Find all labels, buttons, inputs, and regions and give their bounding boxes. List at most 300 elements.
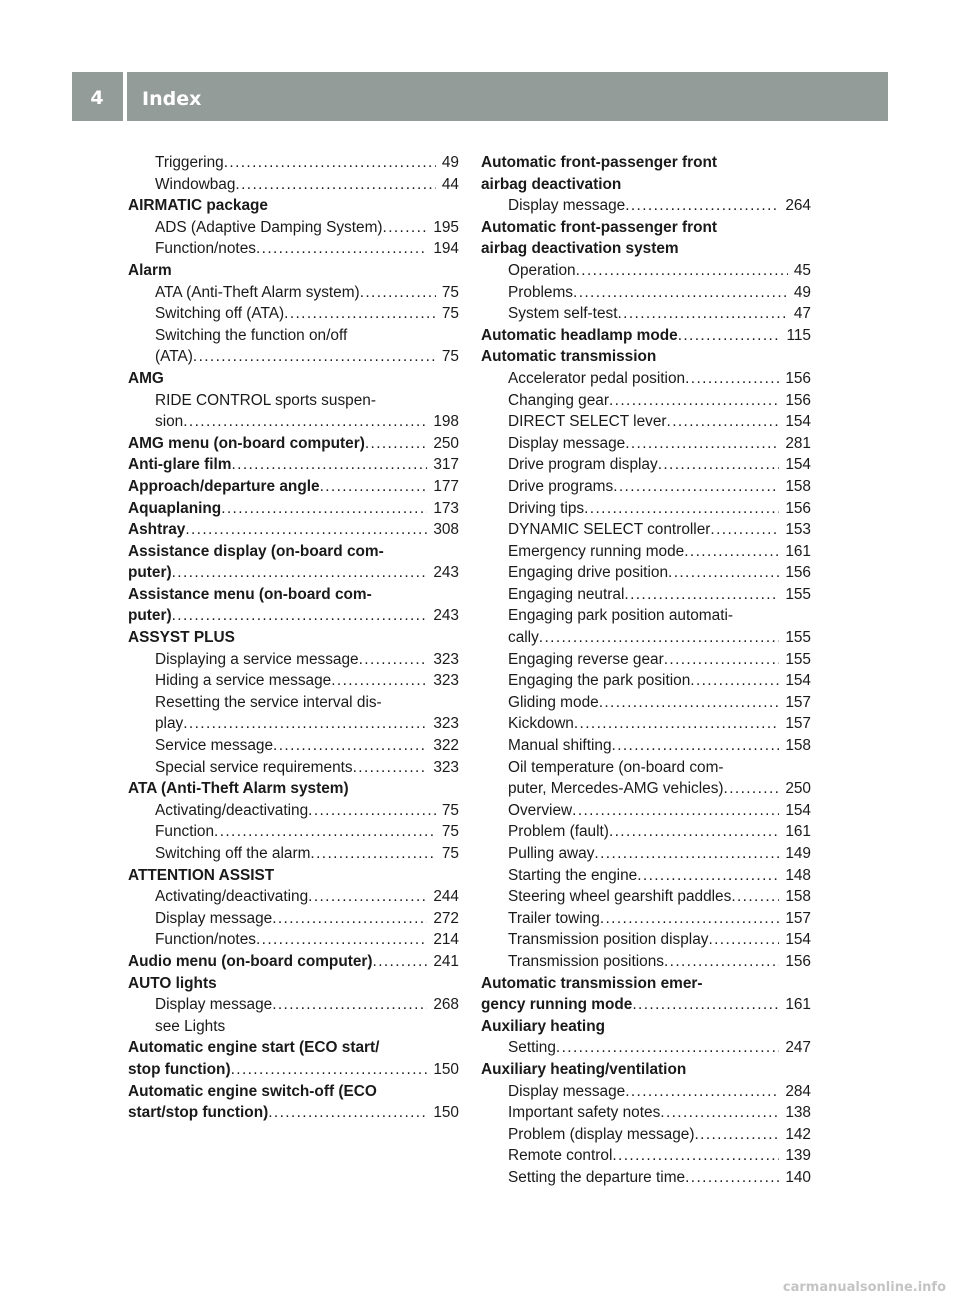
index-entry	[481, 951, 811, 973]
index-entry	[128, 541, 459, 563]
index-entry-text: Oil temperature (on-board com-	[508, 758, 724, 776]
dot-leader	[660, 1102, 779, 1124]
dot-leader	[373, 951, 428, 973]
dot-leader	[612, 1145, 779, 1167]
index-entry	[128, 713, 459, 735]
index-entry-text: Automatic front-passenger front	[481, 154, 717, 171]
index-entry-text: RIDE CONTROL sports suspen-	[155, 391, 376, 409]
index-entry	[481, 886, 811, 908]
dot-leader	[600, 908, 780, 930]
index-entry	[481, 735, 811, 757]
index-entry	[128, 454, 459, 476]
index-entry	[128, 994, 459, 1016]
dot-leader	[273, 735, 427, 757]
dot-leader	[224, 152, 436, 174]
index-entry	[128, 325, 459, 347]
dot-leader	[594, 843, 779, 865]
dot-leader	[685, 1167, 779, 1189]
index-entry	[128, 411, 459, 433]
index-entry-page: 47	[793, 305, 811, 323]
index-entry	[128, 1059, 459, 1081]
dot-leader	[613, 476, 779, 498]
dot-leader	[214, 821, 436, 843]
dot-leader	[231, 1059, 428, 1081]
index-entry-text: Accelerator pedal position	[508, 369, 686, 387]
index-entry	[481, 800, 811, 822]
index-entry-text: Service message	[155, 737, 274, 755]
dot-leader	[539, 627, 780, 649]
index-entry	[481, 325, 811, 347]
dot-leader	[658, 454, 780, 476]
index-entry	[481, 368, 811, 390]
index-entry-page: 241	[433, 952, 459, 970]
index-entry	[481, 605, 811, 627]
dot-leader	[632, 994, 779, 1016]
index-entry	[128, 303, 459, 325]
index-entry-page: 198	[433, 413, 459, 431]
index-entry-text: Automatic engine switch-off (ECO	[128, 1082, 377, 1100]
dot-leader	[235, 174, 435, 196]
index-entry	[128, 605, 459, 627]
index-entry-text: Problems	[508, 283, 574, 301]
index-entry	[128, 778, 459, 800]
index-entry-text: Switching off the alarm	[155, 845, 311, 862]
index-entry-text: AMG menu (on-board computer)	[128, 434, 365, 452]
index-entry-page: 161	[785, 996, 811, 1014]
index-entry-page: 155	[785, 629, 811, 647]
index-entry-text: ADS (Adaptive Damping System)	[155, 218, 383, 236]
index-entry-text: Switching the function on/off	[155, 326, 348, 344]
page-title: Index	[142, 88, 202, 110]
index-entry-page: 149	[785, 845, 811, 862]
dot-leader	[183, 713, 427, 735]
dot-leader	[308, 800, 436, 822]
index-entry	[481, 303, 811, 325]
index-entry-text: Audio menu (on-board computer)	[128, 952, 373, 970]
index-entry-text: Manual shifting	[508, 737, 612, 755]
index-entry	[128, 498, 459, 520]
index-entry-text: Engaging the park position	[508, 672, 691, 690]
index-entry-text: Engaging park position automati-	[508, 607, 734, 625]
index-entry-text: AUTO lights	[128, 974, 217, 992]
index-entry-page: 75	[441, 801, 459, 819]
index-entry-page: 155	[785, 650, 811, 668]
index-entry-page: 148	[785, 866, 811, 884]
index-entry	[481, 1059, 811, 1081]
index-entry-page: 154	[785, 456, 811, 474]
index-entry-text: Setting	[508, 1039, 556, 1057]
index-entry-text: Switching off (ATA)	[155, 305, 285, 323]
index-entry-text: Automatic engine start (ECO start/	[128, 1039, 380, 1057]
index-entry-text: Automatic transmission emer-	[481, 974, 703, 992]
index-entry	[128, 584, 459, 606]
dot-leader	[573, 282, 788, 304]
dot-leader	[231, 454, 427, 476]
index-entry-text: Problem (display message)	[508, 1125, 695, 1143]
index-entry-text: Auxiliary heating/ventilation	[481, 1060, 687, 1078]
index-entry-text: Anti-glare film	[128, 456, 232, 474]
index-entry-page: 281	[785, 434, 811, 452]
dot-leader	[609, 821, 779, 843]
index-entry-text: airbag deactivation	[481, 175, 622, 193]
index-entry-text: Emergency running mode	[508, 542, 685, 560]
index-entry-text: Assistance display (on-board com-	[128, 542, 384, 560]
index-entry	[481, 778, 811, 800]
dot-leader	[584, 498, 779, 520]
dot-leader	[183, 411, 427, 433]
dot-leader	[637, 865, 779, 887]
index-entry-text: puter)	[128, 607, 172, 625]
index-entry-text: Ashtray	[128, 521, 186, 539]
index-entry-text: Driving tips	[508, 499, 585, 517]
index-entry-page: 157	[785, 715, 811, 733]
dot-leader	[268, 1102, 427, 1124]
page-number: 4	[90, 87, 104, 109]
watermark: carmanualsonline.info	[782, 1280, 946, 1295]
index-entry	[481, 929, 811, 951]
index-entry	[128, 951, 459, 973]
index-entry-text: cally	[508, 629, 539, 647]
dot-leader	[353, 757, 428, 779]
index-entry-text: Activating/deactivating	[155, 801, 309, 819]
index-entry	[128, 282, 459, 304]
index-entry	[481, 649, 811, 671]
index-entry-page: 323	[433, 758, 459, 776]
index-entry-page: 154	[785, 801, 811, 819]
index-entry-text: Display message	[508, 434, 626, 452]
index-entry-page: 75	[441, 348, 459, 366]
index-entry-text: Remote control	[508, 1147, 613, 1165]
dot-leader	[365, 433, 427, 455]
index-entry-text: Starting the engine	[508, 866, 638, 884]
index-entry-text: Automatic headlamp mode	[481, 326, 678, 344]
dot-leader	[193, 346, 436, 368]
index-entry	[128, 1081, 459, 1103]
index-entry-text: puter)	[128, 564, 172, 582]
index-entry-page: 75	[441, 283, 459, 301]
index-entry-page: 194	[433, 240, 459, 258]
index-entry-page: 115	[786, 326, 811, 344]
dot-leader	[724, 778, 780, 800]
index-entry	[128, 670, 459, 692]
index-entry	[128, 152, 459, 174]
index-entry-page: 158	[785, 477, 811, 495]
index-entry	[128, 735, 459, 757]
dot-leader	[574, 713, 779, 735]
index-entry-text: play	[155, 715, 184, 733]
index-entry-text: Display message	[508, 1082, 626, 1100]
index-entry-text: Drive programs	[508, 477, 614, 495]
index-entry	[128, 174, 459, 196]
dot-leader	[694, 1124, 779, 1146]
index-entry-page: 154	[785, 931, 811, 949]
index-entry-page: 272	[433, 909, 459, 927]
dot-leader	[576, 260, 788, 282]
dot-leader	[664, 649, 780, 671]
dot-leader	[599, 692, 780, 714]
index-entry-text: Display message	[508, 197, 626, 215]
index-entry	[481, 519, 811, 541]
index-entry	[481, 454, 811, 476]
index-entry-text: start/stop function)	[128, 1104, 269, 1122]
index-entry	[128, 886, 459, 908]
index-entry-text: Displaying a service message	[155, 650, 359, 668]
index-entry-page: 158	[785, 888, 811, 906]
index-entry	[481, 238, 811, 260]
dot-leader	[625, 433, 779, 455]
index-entry	[128, 1016, 459, 1038]
index-entry	[481, 195, 811, 217]
index-entry-text: System self-test	[508, 305, 618, 323]
index-entry-page: 156	[785, 499, 811, 517]
dot-leader	[331, 670, 427, 692]
index-entry-text: Kickdown	[508, 715, 574, 733]
index-entry-page: 138	[785, 1104, 811, 1122]
dot-leader	[609, 390, 779, 412]
index-entry-page: 317	[433, 456, 459, 474]
index-entry	[481, 713, 811, 735]
index-entry	[481, 584, 811, 606]
index-entry-page: 139	[785, 1147, 811, 1165]
index-entry-text: Drive program display	[508, 456, 658, 474]
index-entry-page: 155	[785, 585, 811, 603]
index-entry-page: 284	[785, 1082, 811, 1100]
index-entry-page: 161	[785, 823, 811, 841]
index-entry-page: 173	[433, 499, 459, 517]
dot-leader	[710, 519, 779, 541]
dot-leader	[678, 325, 781, 347]
dot-leader	[383, 217, 428, 239]
index-entry	[481, 1167, 811, 1189]
index-entry	[481, 541, 811, 563]
index-entry-page: 250	[785, 780, 811, 798]
index-entry-text: Special service requirements	[155, 758, 353, 776]
index-entry	[481, 1081, 811, 1103]
dot-leader	[185, 519, 427, 541]
dot-leader	[359, 649, 428, 671]
index-entry-text: Function	[155, 823, 215, 841]
index-entry	[481, 821, 811, 843]
index-entry	[128, 433, 459, 455]
index-entry-text: DIRECT SELECT lever	[508, 413, 667, 431]
index-entry	[128, 260, 459, 282]
header-separator	[123, 72, 127, 121]
dot-leader	[685, 368, 779, 390]
index-entry	[128, 519, 459, 541]
index-entry-text: (ATA)	[155, 348, 193, 366]
index-entry	[481, 282, 811, 304]
index-entry-page: 323	[433, 672, 459, 690]
index-entry-text: stop function)	[128, 1060, 231, 1078]
index-entry-page: 157	[785, 693, 811, 711]
index-entry-page: 323	[433, 650, 459, 668]
index-entry-text: Aquaplaning	[128, 499, 222, 517]
index-entry	[128, 973, 459, 995]
dot-leader	[310, 843, 435, 865]
index-entry	[481, 346, 811, 368]
index-entry-page: 156	[785, 952, 811, 970]
index-entry-page: 45	[793, 261, 811, 279]
index-entry-page: 156	[785, 564, 811, 582]
index-entry-page: 161	[785, 542, 811, 560]
index-entry-page: 154	[785, 672, 811, 690]
dot-leader	[256, 238, 427, 260]
index-entry-page: 308	[433, 521, 459, 539]
index-entry	[481, 1145, 811, 1167]
index-entry-text: ATTENTION ASSIST	[128, 866, 275, 884]
index-entry-text: Auxiliary heating	[481, 1017, 606, 1035]
index-entry	[481, 757, 811, 779]
index-entry	[481, 865, 811, 887]
index-entry-text: Changing gear	[508, 391, 609, 409]
index-entry-page: 75	[441, 305, 459, 323]
index-entry-text: Assistance menu (on-board com-	[128, 585, 372, 603]
index-entry-text: ASSYST PLUS	[128, 629, 235, 647]
index-entry-page: 244	[433, 888, 459, 906]
index-entry-text: Automatic transmission	[481, 348, 657, 366]
index-entry-text: Gliding mode	[508, 693, 599, 711]
index-entry-text: Approach/departure angle	[128, 477, 320, 495]
index-entry	[128, 649, 459, 671]
index-entry-text: Function/notes	[155, 240, 256, 258]
index-entry	[128, 1037, 459, 1059]
index-entry	[128, 390, 459, 412]
index-entry	[481, 994, 811, 1016]
dot-leader	[625, 1081, 779, 1103]
index-entry	[128, 562, 459, 584]
index-entry-page: 264	[785, 197, 811, 215]
index-entry	[128, 800, 459, 822]
index-entry-text: Problem (fault)	[508, 823, 609, 841]
index-entry-text: Setting the departure time	[508, 1168, 686, 1186]
index-entry-page: 322	[433, 737, 459, 755]
index-entry	[128, 865, 459, 887]
index-entry	[481, 843, 811, 865]
index-entry-text: airbag deactivation system	[481, 240, 679, 258]
dot-leader	[731, 886, 779, 908]
index-entry	[481, 411, 811, 433]
index-entry-page: 140	[785, 1168, 811, 1186]
index-entry-page: 153	[785, 521, 811, 539]
index-entry-text: AIRMATIC package	[128, 197, 268, 215]
index-entry-text: ATA (Anti-Theft Alarm system)	[128, 780, 349, 798]
index-entry	[481, 908, 811, 930]
index-entry	[128, 929, 459, 951]
dot-leader	[308, 886, 427, 908]
index-entry-text: Engaging neutral	[508, 585, 625, 603]
index-entry-page: 247	[785, 1039, 811, 1057]
index-entry-text: Display message	[155, 996, 273, 1014]
index-entry	[128, 757, 459, 779]
index-entry	[128, 346, 459, 368]
dot-leader	[690, 670, 779, 692]
dot-leader	[617, 303, 787, 325]
index-entry-text: Triggering	[155, 154, 224, 171]
dot-leader	[624, 584, 779, 606]
index-entry-text: Pulling away	[508, 845, 595, 862]
index-entry	[128, 627, 459, 649]
index-entry	[128, 476, 459, 498]
index-entry-page: 75	[441, 823, 459, 841]
index-entry	[128, 821, 459, 843]
index-entry	[481, 174, 811, 196]
index-entry-text: Steering wheel gearshift paddles	[508, 888, 732, 906]
index-entry-text: Automatic front-passenger front	[481, 218, 717, 236]
index-entry	[481, 1102, 811, 1124]
index-entry-page: 250	[433, 434, 459, 452]
dot-leader	[360, 282, 436, 304]
index-entry-page: 323	[433, 715, 459, 733]
index-entry-page: 49	[441, 154, 459, 171]
index-entry-page: 44	[441, 175, 459, 193]
index-entry-page: 150	[433, 1060, 459, 1078]
index-entry-page: 142	[785, 1125, 811, 1143]
index-entry-text: puter, Mercedes-AMG vehicles)	[508, 780, 724, 798]
index-entry	[481, 476, 811, 498]
index-entry-page: 243	[433, 564, 459, 582]
index-entry-page: 195	[433, 218, 459, 236]
index-entry-page: 49	[793, 283, 811, 301]
index-entry-page: 150	[433, 1104, 459, 1122]
dot-leader	[612, 735, 780, 757]
index-entry-text: Hiding a service message	[155, 672, 332, 690]
index-entry	[481, 390, 811, 412]
index-entry	[481, 217, 811, 239]
index-entry	[128, 238, 459, 260]
dot-leader	[572, 800, 779, 822]
index-entry	[481, 670, 811, 692]
index-entry-text: Engaging drive position	[508, 564, 669, 582]
index-entry	[481, 692, 811, 714]
index-entry-page: 158	[785, 737, 811, 755]
index-entry-text: sion	[155, 413, 184, 431]
index-entry-text: Windowbag	[155, 175, 236, 193]
index-entry	[128, 1102, 459, 1124]
index-entry	[481, 973, 811, 995]
dot-leader	[667, 411, 780, 433]
dot-leader	[684, 541, 779, 563]
index-entry-text: Activating/deactivating	[155, 888, 309, 906]
dot-leader	[272, 994, 427, 1016]
index-entry	[128, 843, 459, 865]
index-entry-page: 156	[785, 369, 811, 387]
dot-leader	[708, 929, 779, 951]
index-entry-page: 214	[433, 931, 459, 949]
dot-leader	[320, 476, 428, 498]
index-entry	[481, 562, 811, 584]
index-entry-page: 177	[433, 477, 459, 495]
index-entry-text: Overview	[508, 801, 573, 819]
index-entry	[481, 260, 811, 282]
index-entry	[128, 217, 459, 239]
dot-leader	[172, 562, 428, 584]
dot-leader	[172, 605, 428, 627]
index-entry	[128, 368, 459, 390]
dot-leader	[284, 303, 436, 325]
index-entry-text: AMG	[128, 369, 164, 387]
index-entry-page: 156	[785, 391, 811, 409]
index-entry-text: Transmission positions	[508, 952, 664, 970]
index-entry-text: gency running mode	[481, 996, 633, 1014]
dot-leader	[272, 908, 427, 930]
dot-leader	[668, 562, 779, 584]
index-entry	[481, 1016, 811, 1038]
index-entry	[481, 1037, 811, 1059]
dot-leader	[256, 929, 427, 951]
index-entry-page: 154	[785, 413, 811, 431]
index-entry-text: see Lights	[155, 1017, 226, 1035]
index-entry-page: 243	[433, 607, 459, 625]
